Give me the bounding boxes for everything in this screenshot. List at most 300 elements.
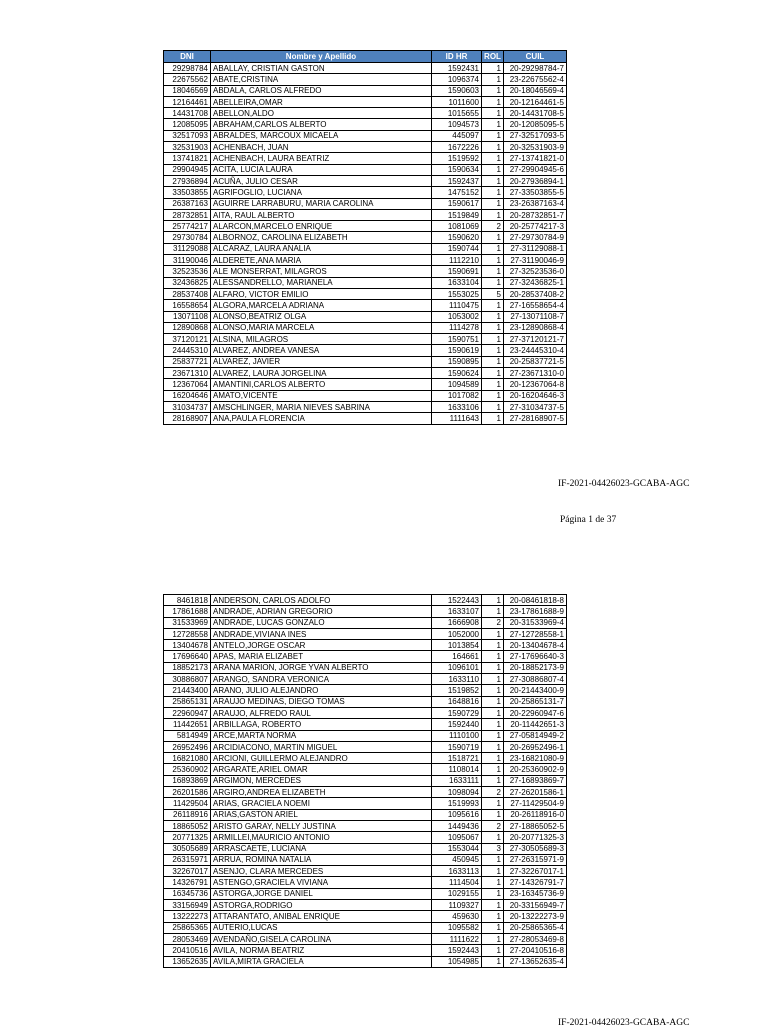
- cell-rol: 1: [482, 85, 504, 96]
- cell-name: ANDRADE,VIVIANA INES: [211, 628, 432, 639]
- cell-cuil: 27-17696640-3: [504, 651, 567, 662]
- cell-name: ANDRADE, LUCAS GONZALO: [211, 617, 432, 628]
- cell-name: ALE MONSERRAT, MILAGROS: [211, 266, 432, 277]
- cell-idhr: 1054985: [432, 956, 482, 967]
- cell-rol: 1: [482, 108, 504, 119]
- cell-name: ARISTO GARAY, NELLY JUSTINA: [211, 820, 432, 831]
- cell-rol: 1: [482, 153, 504, 164]
- cell-cuil: 20-25360902-9: [504, 764, 567, 775]
- cell-rol: 1: [482, 933, 504, 944]
- cell-idhr: 1666908: [432, 617, 482, 628]
- cell-name: ALESSANDRELLO, MARIANELA: [211, 277, 432, 288]
- cell-rol: 1: [482, 63, 504, 74]
- cell-idhr: 1096374: [432, 74, 482, 85]
- cell-dni: 28053469: [164, 933, 211, 944]
- cell-dni: 18046569: [164, 85, 211, 96]
- cell-cuil: 23-26387163-4: [504, 198, 567, 209]
- cell-dni: 26387163: [164, 198, 211, 209]
- cell-cuil: 23-24445310-4: [504, 345, 567, 356]
- cell-idhr: 1672226: [432, 142, 482, 153]
- cell-name: ALONSO,BEATRIZ OLGA: [211, 311, 432, 322]
- cell-cuil: 27-16558654-4: [504, 300, 567, 311]
- cell-rol: 1: [482, 628, 504, 639]
- cell-cuil: 20-25837721-5: [504, 356, 567, 367]
- cell-rol: 1: [482, 413, 504, 424]
- table-row: [164, 255, 567, 266]
- table-row: [164, 175, 567, 186]
- cell-name: ANA,PAULA FLORENCIA: [211, 413, 432, 424]
- cell-rol: 1: [482, 130, 504, 141]
- table-row: [164, 334, 567, 345]
- table-row: [164, 628, 567, 639]
- cell-rol: 1: [482, 368, 504, 379]
- cell-cuil: 20-31533969-4: [504, 617, 567, 628]
- cell-name: ALBORNOZ, CAROLINA ELIZABETH: [211, 232, 432, 243]
- cell-dni: 25837721: [164, 356, 211, 367]
- cell-idhr: 1518721: [432, 753, 482, 764]
- cell-dni: 37120121: [164, 334, 211, 345]
- cell-idhr: 1094589: [432, 379, 482, 390]
- cell-idhr: 1590751: [432, 334, 482, 345]
- cell-dni: 22675562: [164, 74, 211, 85]
- table-row: [164, 401, 567, 412]
- cell-cuil: 20-13404678-4: [504, 640, 567, 651]
- cell-name: ASTORGA,RODRIGO: [211, 900, 432, 911]
- header-dni: DNI: [164, 51, 211, 63]
- cell-cuil: 27-32523536-0: [504, 266, 567, 277]
- cell-idhr: 1519592: [432, 153, 482, 164]
- cell-name: ALGORA,MARCELA ADRIANA: [211, 300, 432, 311]
- cell-name: AGUIRRE LARRABURU, MARIA CAROLINA: [211, 198, 432, 209]
- cell-cuil: 27-31034737-5: [504, 401, 567, 412]
- cell-idhr: 459630: [432, 911, 482, 922]
- cell-cuil: 20-28537408-2: [504, 288, 567, 299]
- cell-rol: 1: [482, 764, 504, 775]
- cell-name: ACHENBACH, LAURA BEATRIZ: [211, 153, 432, 164]
- page-number: Página 1 de 37: [560, 515, 617, 525]
- cell-name: ALDERETE,ANA MARIA: [211, 255, 432, 266]
- cell-dni: 13222273: [164, 911, 211, 922]
- cell-idhr: 1109327: [432, 900, 482, 911]
- cell-dni: 17696640: [164, 651, 211, 662]
- cell-name: ALFARO, VICTOR EMILIO: [211, 288, 432, 299]
- cell-dni: 26315971: [164, 854, 211, 865]
- cell-name: ASTENGO,GRACIELA VIVIANA: [211, 877, 432, 888]
- cell-dni: 17861688: [164, 606, 211, 617]
- cell-dni: 8461818: [164, 595, 211, 606]
- cell-cuil: 20-11442651-3: [504, 719, 567, 730]
- cell-idhr: 1449436: [432, 820, 482, 831]
- cell-name: ACHENBACH, JUAN: [211, 142, 432, 153]
- cell-cuil: 27-31129088-1: [504, 243, 567, 254]
- cell-idhr: 1590617: [432, 198, 482, 209]
- cell-cuil: 20-25865365-4: [504, 922, 567, 933]
- cell-rol: 1: [482, 356, 504, 367]
- cell-cuil: 27-16893869-7: [504, 775, 567, 786]
- cell-cuil: 23-22675562-4: [504, 74, 567, 85]
- cell-cuil: 20-25865131-7: [504, 696, 567, 707]
- cell-rol: 1: [482, 719, 504, 730]
- cell-cuil: 20-26952496-1: [504, 741, 567, 752]
- cell-idhr: 1096101: [432, 662, 482, 673]
- cell-name: ALCARAZ, LAURA ANALIA: [211, 243, 432, 254]
- table-row: [164, 243, 567, 254]
- cell-idhr: 1633106: [432, 401, 482, 412]
- cell-name: ARAUJO, ALFREDO RAUL: [211, 707, 432, 718]
- cell-idhr: 450945: [432, 854, 482, 865]
- cell-idhr: 445097: [432, 130, 482, 141]
- cell-name: AVENDAÑO,GISELA CAROLINA: [211, 933, 432, 944]
- cell-idhr: 1111622: [432, 933, 482, 944]
- table-row: [164, 63, 567, 74]
- cell-rol: 1: [482, 798, 504, 809]
- cell-idhr: 164661: [432, 651, 482, 662]
- cell-rol: 1: [482, 401, 504, 412]
- cell-rol: 1: [482, 741, 504, 752]
- table-row: [164, 820, 567, 831]
- cell-name: ALVAREZ, LAURA JORGELINA: [211, 368, 432, 379]
- cell-cuil: 27-32517093-5: [504, 130, 567, 141]
- table-row: [164, 85, 567, 96]
- cell-name: AVILA, NORMA BEATRIZ: [211, 945, 432, 956]
- table-row: [164, 221, 567, 232]
- cell-idhr: 1522443: [432, 595, 482, 606]
- cell-idhr: 1590895: [432, 356, 482, 367]
- cell-name: ATTARANTATO, ANIBAL ENRIQUE: [211, 911, 432, 922]
- table-row: [164, 696, 567, 707]
- cell-rol: 1: [482, 300, 504, 311]
- cell-idhr: 1590624: [432, 368, 482, 379]
- cell-cuil: 20-33156949-7: [504, 900, 567, 911]
- cell-rol: 1: [482, 255, 504, 266]
- cell-name: ANDERSON, CARLOS ADOLFO: [211, 595, 432, 606]
- table-row: [164, 866, 567, 877]
- cell-rol: 1: [482, 888, 504, 899]
- cell-rol: 1: [482, 164, 504, 175]
- cell-idhr: 1648816: [432, 696, 482, 707]
- cell-idhr: 1633110: [432, 674, 482, 685]
- table-row: [164, 775, 567, 786]
- cell-name: ALVAREZ, ANDREA VANESA: [211, 345, 432, 356]
- cell-dni: 16204646: [164, 390, 211, 401]
- cell-name: ARRUA, ROMINA NATALIA: [211, 854, 432, 865]
- cell-cuil: 27-13741821-0: [504, 153, 567, 164]
- cell-name: ARAUJO MEDINAS, DIEGO TOMAS: [211, 696, 432, 707]
- table-row: [164, 640, 567, 651]
- cell-name: ARANO, JULIO ALEJANDRO: [211, 685, 432, 696]
- table-row: [164, 787, 567, 798]
- cell-name: ARBILLAGA, ROBERTO: [211, 719, 432, 730]
- cell-name: ACUÑA, JULIO CESAR: [211, 175, 432, 186]
- cell-name: ABALLAY, CRISTIAN GASTON: [211, 63, 432, 74]
- header-name: Nombre y Apellido: [211, 51, 432, 63]
- cell-name: ASENJO, CLARA MERCEDES: [211, 866, 432, 877]
- table-row: [164, 300, 567, 311]
- cell-dni: 14326791: [164, 877, 211, 888]
- cell-dni: 29298784: [164, 63, 211, 74]
- cell-dni: 18852173: [164, 662, 211, 673]
- table-row: [164, 911, 567, 922]
- cell-dni: 31190046: [164, 255, 211, 266]
- cell-idhr: 1011600: [432, 96, 482, 107]
- cell-idhr: 1519849: [432, 209, 482, 220]
- cell-idhr: 1029155: [432, 888, 482, 899]
- table-row: [164, 674, 567, 685]
- document-stamp: IF-2021-04426023-GCABA-AGC: [558, 479, 690, 489]
- cell-cuil: 20-08461818-8: [504, 595, 567, 606]
- cell-name: AITA, RAUL ALBERTO: [211, 209, 432, 220]
- cell-dni: 12890868: [164, 322, 211, 333]
- cell-name: ABATE,CRISTINA: [211, 74, 432, 85]
- employee-table-page-2: [163, 594, 567, 968]
- cell-cuil: 20-29298784-7: [504, 63, 567, 74]
- cell-cuil: 20-13222273-9: [504, 911, 567, 922]
- cell-cuil: 27-28053469-8: [504, 933, 567, 944]
- cell-idhr: 1110475: [432, 300, 482, 311]
- cell-cuil: 27-05814949-2: [504, 730, 567, 741]
- cell-rol: 1: [482, 775, 504, 786]
- cell-cuil: 27-23671310-0: [504, 368, 567, 379]
- cell-name: AMATO,VICENTE: [211, 390, 432, 401]
- table-row: [164, 232, 567, 243]
- cell-dni: 20771325: [164, 832, 211, 843]
- table-row: [164, 707, 567, 718]
- cell-rol: 1: [482, 809, 504, 820]
- cell-name: ARIAS,GASTON ARIEL: [211, 809, 432, 820]
- cell-name: ARGIRO,ANDREA ELIZABETH: [211, 787, 432, 798]
- table-row: [164, 322, 567, 333]
- cell-cuil: 27-28168907-5: [504, 413, 567, 424]
- cell-name: ALONSO,MARIA MARCELA: [211, 322, 432, 333]
- cell-cuil: 20-14431708-5: [504, 108, 567, 119]
- header-cuil: CUIL: [504, 51, 567, 63]
- cell-cuil: 27-11429504-9: [504, 798, 567, 809]
- cell-idhr: 1114504: [432, 877, 482, 888]
- cell-dni: 25865131: [164, 696, 211, 707]
- cell-dni: 26952496: [164, 741, 211, 752]
- cell-rol: 2: [482, 820, 504, 831]
- cell-cuil: 23-16821080-9: [504, 753, 567, 764]
- cell-idhr: 1633113: [432, 866, 482, 877]
- cell-dni: 21443400: [164, 685, 211, 696]
- cell-rol: 1: [482, 753, 504, 764]
- cell-cuil: 27-32436825-1: [504, 277, 567, 288]
- cell-name: ARGARATE,ARIEL OMAR: [211, 764, 432, 775]
- cell-dni: 13741821: [164, 153, 211, 164]
- cell-rol: 1: [482, 945, 504, 956]
- table-row: [164, 741, 567, 752]
- cell-dni: 28732851: [164, 209, 211, 220]
- cell-rol: 1: [482, 696, 504, 707]
- cell-cuil: 27-18865052-5: [504, 820, 567, 831]
- cell-rol: 1: [482, 243, 504, 254]
- cell-rol: 1: [482, 187, 504, 198]
- cell-name: AVILA,MIRTA GRACIELA: [211, 956, 432, 967]
- table-row: [164, 854, 567, 865]
- document-stamp: IF-2021-04426023-GCABA-AGC: [558, 1018, 690, 1028]
- table-body: [164, 595, 567, 968]
- table-row: [164, 730, 567, 741]
- cell-dni: 32531903: [164, 142, 211, 153]
- table-row: [164, 606, 567, 617]
- cell-idhr: 1112210: [432, 255, 482, 266]
- cell-rol: 1: [482, 651, 504, 662]
- cell-rol: 1: [482, 311, 504, 322]
- cell-dni: 27936894: [164, 175, 211, 186]
- table-row: [164, 888, 567, 899]
- cell-name: AMSCHLINGER, MARIA NIEVES SABRINA: [211, 401, 432, 412]
- cell-cuil: 20-28732851-7: [504, 209, 567, 220]
- cell-idhr: 1114278: [432, 322, 482, 333]
- cell-rol: 1: [482, 334, 504, 345]
- cell-dni: 16893869: [164, 775, 211, 786]
- cell-rol: 1: [482, 322, 504, 333]
- cell-rol: 1: [482, 922, 504, 933]
- table-row: [164, 390, 567, 401]
- cell-dni: 31129088: [164, 243, 211, 254]
- cell-dni: 25360902: [164, 764, 211, 775]
- cell-dni: 16345736: [164, 888, 211, 899]
- cell-dni: 13652635: [164, 956, 211, 967]
- table-row: [164, 945, 567, 956]
- table-row: [164, 187, 567, 198]
- table-header-row: [164, 51, 567, 63]
- cell-idhr: 1633104: [432, 277, 482, 288]
- cell-dni: 16558654: [164, 300, 211, 311]
- table-row: [164, 685, 567, 696]
- table-row: [164, 153, 567, 164]
- cell-rol: 1: [482, 877, 504, 888]
- cell-rol: 1: [482, 866, 504, 877]
- cell-dni: 11429504: [164, 798, 211, 809]
- cell-idhr: 1519852: [432, 685, 482, 696]
- table-row: [164, 379, 567, 390]
- cell-rol: 1: [482, 345, 504, 356]
- cell-idhr: 1095582: [432, 922, 482, 933]
- cell-cuil: 20-12085095-5: [504, 119, 567, 130]
- cell-idhr: 1590603: [432, 85, 482, 96]
- cell-dni: 12367064: [164, 379, 211, 390]
- table-row: [164, 96, 567, 107]
- cell-rol: 1: [482, 277, 504, 288]
- cell-cuil: 20-18852173-9: [504, 662, 567, 673]
- cell-cuil: 20-26118916-0: [504, 809, 567, 820]
- cell-cuil: 20-16204646-3: [504, 390, 567, 401]
- table-row: [164, 108, 567, 119]
- cell-rol: 1: [482, 142, 504, 153]
- cell-dni: 32523536: [164, 266, 211, 277]
- cell-rol: 1: [482, 595, 504, 606]
- cell-dni: 33503855: [164, 187, 211, 198]
- cell-idhr: 1590691: [432, 266, 482, 277]
- cell-rol: 1: [482, 730, 504, 741]
- cell-dni: 32517093: [164, 130, 211, 141]
- cell-name: ARCE,MARTA NORMA: [211, 730, 432, 741]
- cell-name: ANDRADE, ADRIAN GREGORIO: [211, 606, 432, 617]
- cell-cuil: 27-30886807-4: [504, 674, 567, 685]
- table-row: [164, 130, 567, 141]
- table-row: [164, 311, 567, 322]
- cell-idhr: 1592431: [432, 63, 482, 74]
- table-row: [164, 198, 567, 209]
- cell-name: ARRASCAETE, LUCIANA: [211, 843, 432, 854]
- cell-dni: 25865365: [164, 922, 211, 933]
- cell-name: ARIAS, GRACIELA NOEMI: [211, 798, 432, 809]
- cell-idhr: 1098094: [432, 787, 482, 798]
- cell-name: ABDALA, CARLOS ALFREDO: [211, 85, 432, 96]
- cell-dni: 31034737: [164, 401, 211, 412]
- cell-rol: 5: [482, 288, 504, 299]
- cell-name: ARGIMON, MERCEDES: [211, 775, 432, 786]
- cell-rol: 1: [482, 175, 504, 186]
- table-row: [164, 142, 567, 153]
- cell-cuil: 27-14326791-7: [504, 877, 567, 888]
- cell-idhr: 1094573: [432, 119, 482, 130]
- cell-rol: 1: [482, 956, 504, 967]
- cell-idhr: 1590619: [432, 345, 482, 356]
- cell-rol: 2: [482, 221, 504, 232]
- cell-rol: 3: [482, 843, 504, 854]
- cell-dni: 12164461: [164, 96, 211, 107]
- table-row: [164, 843, 567, 854]
- table-row: [164, 368, 567, 379]
- cell-idhr: 1110100: [432, 730, 482, 741]
- table-row: [164, 753, 567, 764]
- cell-name: ACITA, LUCIA LAURA: [211, 164, 432, 175]
- table-row: [164, 877, 567, 888]
- header-rol: ROL: [482, 51, 504, 63]
- cell-idhr: 1053002: [432, 311, 482, 322]
- cell-cuil: 23-16345736-9: [504, 888, 567, 899]
- table-row: [164, 209, 567, 220]
- cell-idhr: 1590729: [432, 707, 482, 718]
- cell-rol: 1: [482, 232, 504, 243]
- cell-dni: 24445310: [164, 345, 211, 356]
- cell-dni: 12728558: [164, 628, 211, 639]
- cell-idhr: 1590634: [432, 164, 482, 175]
- cell-dni: 14431708: [164, 108, 211, 119]
- cell-cuil: 20-20771325-3: [504, 832, 567, 843]
- cell-name: AGRIFOGLIO, LUCIANA: [211, 187, 432, 198]
- cell-cuil: 27-30505689-3: [504, 843, 567, 854]
- cell-idhr: 1592440: [432, 719, 482, 730]
- cell-dni: 28168907: [164, 413, 211, 424]
- cell-name: ABELLON,ALDO: [211, 108, 432, 119]
- cell-rol: 1: [482, 606, 504, 617]
- cell-cuil: 27-33503855-5: [504, 187, 567, 198]
- cell-dni: 29904945: [164, 164, 211, 175]
- cell-rol: 1: [482, 662, 504, 673]
- cell-dni: 25774217: [164, 221, 211, 232]
- cell-idhr: 1052000: [432, 628, 482, 639]
- cell-cuil: 20-21443400-9: [504, 685, 567, 696]
- cell-dni: 30886807: [164, 674, 211, 685]
- cell-rol: 1: [482, 900, 504, 911]
- cell-name: ALVAREZ, JAVIER: [211, 356, 432, 367]
- cell-cuil: 20-27936894-1: [504, 175, 567, 186]
- cell-name: ALSINA, MILAGROS: [211, 334, 432, 345]
- cell-cuil: 27-13652635-4: [504, 956, 567, 967]
- cell-cuil: 20-12164461-5: [504, 96, 567, 107]
- cell-idhr: 1095067: [432, 832, 482, 843]
- cell-idhr: 1017082: [432, 390, 482, 401]
- cell-rol: 1: [482, 832, 504, 843]
- header-idhr: ID HR: [432, 51, 482, 63]
- cell-name: ASTORGA,JORGE DANIEL: [211, 888, 432, 899]
- cell-name: ARCIONI, GUILLERMO ALEJANDRO: [211, 753, 432, 764]
- cell-name: ABRALDES, MARCOUX MICAELA: [211, 130, 432, 141]
- cell-rol: 1: [482, 379, 504, 390]
